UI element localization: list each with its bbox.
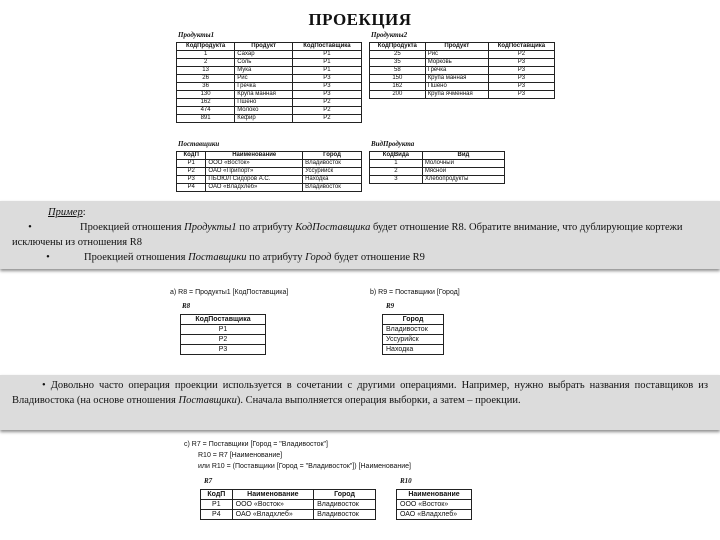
table-cell: 25 — [370, 51, 426, 59]
table-row — [370, 168, 505, 176]
postavshchiki-caption: Поставщики — [178, 140, 220, 148]
table-cell: Кефир — [235, 115, 293, 123]
table-cell: P3 — [488, 59, 554, 67]
table-cell: 1 — [370, 160, 423, 168]
table-cell: Владивосток — [314, 500, 376, 510]
text: Проекцией отношения — [80, 222, 185, 233]
produkty2-caption: Продукты2 — [371, 31, 408, 39]
table-row — [177, 51, 362, 59]
table-row — [370, 160, 505, 168]
r10-caption: R10 — [400, 477, 412, 485]
table-cell: Гречка — [425, 67, 488, 75]
table-cell: Молоко — [235, 107, 293, 115]
table-header-row — [383, 315, 444, 325]
column-header: КодПоставщика — [181, 315, 266, 325]
table-row — [370, 91, 555, 99]
produkty1-table — [176, 42, 362, 123]
table-cell: 35 — [370, 59, 426, 67]
table-row — [181, 345, 266, 355]
table-row — [201, 500, 376, 510]
postavshchiki-table — [176, 151, 362, 192]
r7-caption: R7 — [204, 477, 213, 485]
table-cell: P1 — [177, 160, 206, 168]
table-row — [177, 160, 362, 168]
table-cell: P2 — [292, 115, 361, 123]
r7-table — [200, 489, 376, 520]
r9-table — [382, 314, 444, 355]
table-cell: 150 — [370, 75, 426, 83]
table-cell: ОАО «Владхлеб» — [397, 510, 472, 520]
table-cell: P2 — [292, 107, 361, 115]
table-cell: Находка — [383, 345, 444, 355]
table-cell: ОАО «Владхлеб» — [206, 184, 303, 192]
r8-formula: a) R8 = Продукты1 [КодПоставщика] — [170, 289, 289, 296]
example-colon: : — [82, 207, 86, 218]
table-cell: 130 — [177, 91, 235, 99]
bullet-icon: • — [28, 222, 32, 233]
table-row — [177, 91, 362, 99]
table-row — [370, 75, 555, 83]
table-cell: P4 — [177, 184, 206, 192]
table-row — [383, 345, 444, 355]
table-cell: 2 — [370, 168, 423, 176]
table-row — [370, 59, 555, 67]
text: по атрибуту — [246, 252, 306, 263]
attribute-name: Город — [305, 252, 332, 263]
table-cell: Находка — [303, 176, 362, 184]
table-row — [370, 67, 555, 75]
example-bullet-2 — [12, 250, 708, 265]
table-cell: P3 — [177, 176, 206, 184]
table-cell: Пшено — [425, 83, 488, 91]
relation-name: Поставщики — [188, 252, 247, 263]
table-row — [177, 67, 362, 75]
table-cell: 162 — [370, 83, 426, 91]
column-header: Вид — [422, 152, 504, 160]
column-header: КодПоставщика — [488, 43, 554, 51]
column-header: Город — [303, 152, 362, 160]
bullet-icon: • — [42, 380, 46, 391]
table-row — [370, 51, 555, 59]
table-cell: 2 — [177, 59, 235, 67]
table-cell: 1 — [177, 51, 235, 59]
table-cell: 26 — [177, 75, 235, 83]
r9-caption: R9 — [386, 302, 395, 310]
page-title: ПРОЕКЦИЯ — [308, 10, 412, 29]
table-cell: Рис — [235, 75, 293, 83]
table-row — [370, 83, 555, 91]
table-cell: P1 — [292, 59, 361, 67]
table-cell: 162 — [177, 99, 235, 107]
table-row — [370, 176, 505, 184]
column-header: Наименование — [232, 490, 313, 500]
table-cell: Сахар — [235, 51, 293, 59]
table-cell: 3 — [370, 176, 423, 184]
example-heading — [12, 205, 708, 220]
table-cell: Уссурийск — [303, 168, 362, 176]
table-cell: Молочный — [422, 160, 504, 168]
table-row — [201, 510, 376, 520]
table-cell: Морковь — [425, 59, 488, 67]
table-row — [177, 59, 362, 67]
column-header: Наименование — [206, 152, 303, 160]
column-header: Город — [314, 490, 376, 500]
table-row — [181, 325, 266, 335]
table-row — [177, 75, 362, 83]
column-header: КодПродукта — [177, 43, 235, 51]
table-cell: P1 — [201, 500, 233, 510]
c-formula-line-2: R10 = R7 [Наименование] — [198, 452, 283, 459]
table-cell: Крупа ячменная — [425, 91, 488, 99]
relation-name: Продукты1 — [184, 222, 237, 233]
produkty1-caption: Продукты1 — [178, 31, 215, 39]
note-text — [12, 378, 708, 408]
vid-produkta-caption: ВидПродукта — [371, 140, 415, 148]
table-cell: P3 — [292, 75, 361, 83]
table-cell: ООО «Восток» — [232, 500, 313, 510]
table-row — [177, 184, 362, 192]
table-cell: Гречка — [235, 83, 293, 91]
table-cell: 36 — [177, 83, 235, 91]
text: Проекцией отношения — [84, 252, 189, 263]
table-cell: ПБОЮЛ Сидоров А.С. — [206, 176, 303, 184]
table-header-row — [397, 490, 472, 500]
table-row — [383, 335, 444, 345]
table-cell: Хлебопродукты — [422, 176, 504, 184]
table-cell: P3 — [292, 91, 361, 99]
table-header-row — [370, 43, 555, 51]
example-bullet-1 — [12, 220, 708, 250]
table-cell: 474 — [177, 107, 235, 115]
table-row — [383, 325, 444, 335]
table-row — [177, 176, 362, 184]
table-cell: P3 — [488, 83, 554, 91]
table-cell: Владивосток — [314, 510, 376, 520]
table-row — [177, 115, 362, 123]
text: ). Сначала выполняется операция выборки, а затем – проекции. — [236, 395, 521, 406]
table-row — [181, 335, 266, 345]
table-cell: P2 — [177, 168, 206, 176]
produkty2-table — [369, 42, 555, 99]
column-header: Продукт — [425, 43, 488, 51]
table-row — [397, 510, 472, 520]
column-header: КодВида — [370, 152, 423, 160]
table-cell: 891 — [177, 115, 235, 123]
table-cell: Крупа манная — [425, 75, 488, 83]
table-row — [177, 168, 362, 176]
table-cell: P2 — [292, 99, 361, 107]
text: будет отношение R8. Обратите внимание, что дублирующие кортежи исключены из отношения R8 — [12, 222, 683, 248]
table-cell: ОАО «Владхлеб» — [232, 510, 313, 520]
table-cell: P3 — [292, 83, 361, 91]
table-cell: P1 — [292, 51, 361, 59]
table-cell: ООО «Восток» — [397, 500, 472, 510]
table-cell: P3 — [488, 67, 554, 75]
table-header-row — [181, 315, 266, 325]
table-row — [177, 107, 362, 115]
text: по атрибуту — [236, 222, 296, 233]
column-header: КодПродукта — [370, 43, 426, 51]
table-cell: P3 — [488, 75, 554, 83]
column-header: КодПоставщика — [292, 43, 361, 51]
relation-name: Поставщики — [178, 395, 237, 406]
table-row — [397, 500, 472, 510]
note-band — [0, 375, 720, 430]
table-cell: P4 — [201, 510, 233, 520]
attribute-name: КодПоставщика — [295, 222, 371, 233]
column-header: Город — [383, 315, 444, 325]
example-label: Пример — [48, 207, 83, 218]
table-cell: P1 — [292, 67, 361, 75]
table-row — [177, 99, 362, 107]
r10-table — [396, 489, 472, 520]
table-cell: Мука — [235, 67, 293, 75]
c-formula-line-1: c) R7 = Поставщики [Город = "Владивосток"] — [184, 441, 328, 448]
r9-formula: b) R9 = Поставщики [Город] — [370, 289, 460, 296]
table-cell: Рис — [425, 51, 488, 59]
table-cell: Владивосток — [303, 160, 362, 168]
table-cell: ОАО «Припорт» — [206, 168, 303, 176]
table-cell: Владивосток — [383, 325, 444, 335]
c-formula-line-3: или R10 = (Поставщики [Город = "Владивосток"]) [Наименование] — [198, 463, 411, 470]
table-cell: 58 — [370, 67, 426, 75]
table-cell: Мясной — [422, 168, 504, 176]
table-cell: P3 — [488, 91, 554, 99]
table-cell: ООО «Восток» — [206, 160, 303, 168]
table-row — [177, 83, 362, 91]
column-header: Наименование — [397, 490, 472, 500]
vid-produkta-table — [369, 151, 505, 184]
table-cell: Крупа манная — [235, 91, 293, 99]
table-cell: 13 — [177, 67, 235, 75]
table-cell: P2 — [488, 51, 554, 59]
table-header-row — [177, 152, 362, 160]
r8-caption: R8 — [182, 302, 191, 310]
column-header: КодП — [177, 152, 206, 160]
table-cell: P3 — [181, 345, 266, 355]
column-header: Продукт — [235, 43, 293, 51]
table-header-row — [370, 152, 505, 160]
table-cell: Пшено — [235, 99, 293, 107]
text: будет отношение R9 — [331, 252, 425, 263]
table-cell: 200 — [370, 91, 426, 99]
table-header-row — [201, 490, 376, 500]
table-cell: P2 — [181, 335, 266, 345]
r8-table — [180, 314, 266, 355]
bullet-icon: • — [46, 252, 50, 263]
table-header-row — [177, 43, 362, 51]
text: Довольно часто операция проекции используется в сочетании с другими операциями. Например, нужно выбрать названия поставщиков из Владивостока (на основе отношения — [12, 380, 709, 406]
table-cell: Владивосток — [303, 184, 362, 192]
column-header: КодП — [201, 490, 233, 500]
table-cell: P1 — [181, 325, 266, 335]
table-cell: Уссурийск — [383, 335, 444, 345]
example-band — [0, 201, 720, 269]
table-cell: Соль — [235, 59, 293, 67]
